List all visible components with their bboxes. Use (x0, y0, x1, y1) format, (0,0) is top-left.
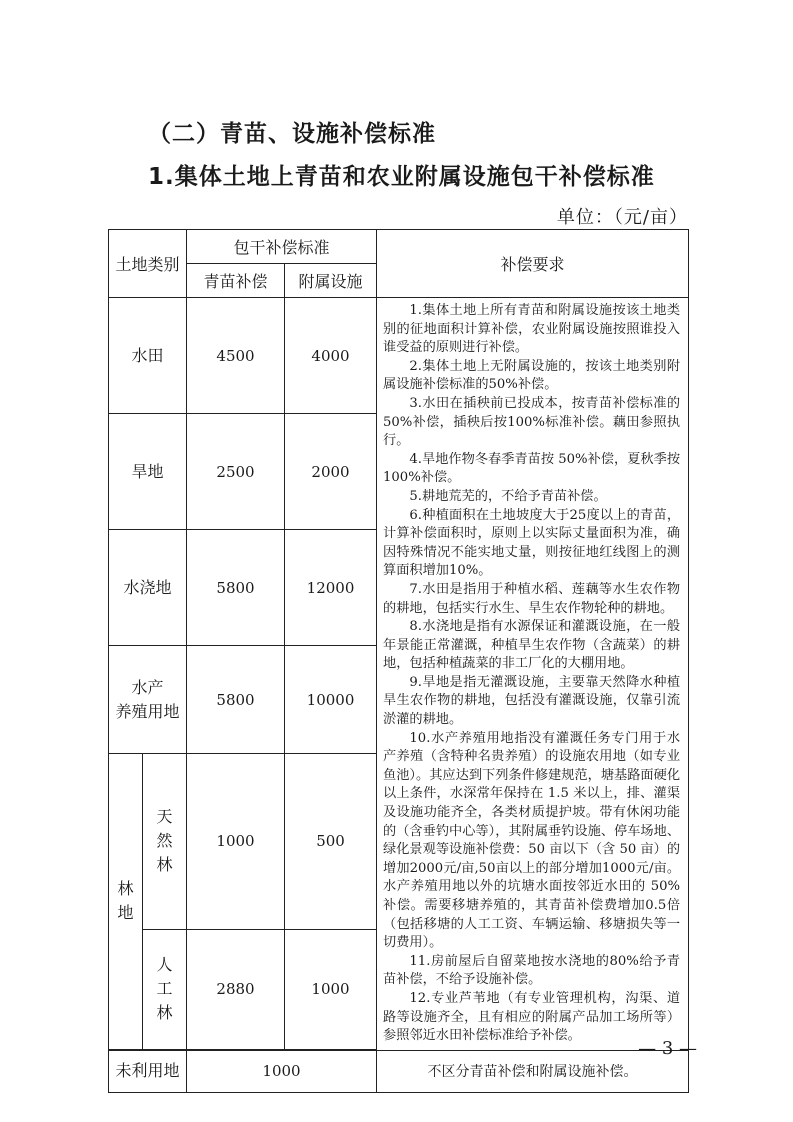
planted-forest-char: 林 (156, 1003, 173, 1023)
unit-label: 单位：（元/亩） (556, 207, 688, 228)
requirement-item: 4.旱地作物冬春季青苗按 50%补偿，夏秋季按100%补偿。 (383, 451, 681, 486)
crop-value-natural-forest: 1000 (187, 754, 285, 930)
crop-value-paddy: 4500 (187, 298, 285, 414)
header-facility: 附属设施 (285, 264, 377, 298)
requirement-item: 12.专业芦苇地（有专业管理机构，沟渠、道路等设施齐全，且有相应的附属产品加工场所等）参照邻近水田补偿标准给予补偿。 (383, 990, 681, 1044)
requirement-item: 11.房前屋后自留菜地按水浇地的80%给予青苗补偿，不给予设施补偿。 (383, 953, 681, 988)
land-type-aquaculture-line2: 养殖用地 (115, 701, 180, 721)
requirement-item: 7.水田是指用于种植水稻、莲藕等水生农作物的耕地，包括实行水生、旱生农作物轮种的耕地。 (383, 581, 681, 616)
facility-value-natural-forest: 500 (285, 754, 377, 930)
facility-value-planted-forest: 1000 (285, 929, 377, 1049)
page-number: — 3 — (638, 1038, 697, 1059)
requirement-item: 9.旱地是指无灌溉设施，主要靠天然降水种植旱生农作物的耕地，包括没有灌溉设施，仅靠引流淤灌的耕地。 (383, 674, 681, 728)
land-type-forest (109, 754, 143, 1050)
requirement-unused: 不区分青苗补偿和附属设施补偿。 (377, 1050, 689, 1092)
subsection-heading: 1.集体土地上青苗和农业附属设施包干补偿标准 (148, 164, 655, 190)
requirement-item: 3.水田在插秧前已投成本，按青苗补偿标准的50%补偿，插秧后按100%标准补偿。藕田参照执行。 (383, 395, 681, 449)
facility-value-irrigated: 12000 (285, 530, 377, 646)
facility-value-dry: 2000 (285, 414, 377, 530)
land-subtype-planted-forest (143, 929, 187, 1049)
header-land-type: 土地类别 (109, 230, 187, 298)
land-type-forest-char: 林 (117, 879, 134, 899)
requirements-text (377, 298, 689, 1051)
natural-forest-char: 林 (156, 855, 173, 875)
crop-value-planted-forest: 2880 (187, 929, 285, 1049)
header-requirements: 补偿要求 (377, 230, 689, 298)
land-type-forest-char: 地 (117, 903, 134, 923)
land-type-irrigated: 水浇地 (109, 530, 187, 646)
natural-forest-char: 然 (156, 831, 173, 851)
crop-value-irrigated: 5800 (187, 530, 285, 646)
crop-value-aquaculture: 5800 (187, 646, 285, 754)
land-type-dry: 旱地 (109, 414, 187, 530)
land-type-paddy: 水田 (109, 298, 187, 414)
header-crop: 青苗补偿 (187, 264, 285, 298)
requirement-item: 10.水产养殖用地指没有灌溉任务专门用于水产养殖（含特种名贵养殖）的设施农用地（如专业鱼池）。其应达到下列条件修建规范，塘基路面硬化以上条件，水深常年保持在 1.5 米以上，排、灌渠及设施功能齐全，各类材质提护坡。带有休闲功能的（含垂钓中心等），其附属垂钓设施、停车场地、绿化景观等设施补偿费：50 亩以下（含 50 亩）的增加2000元/亩,50亩以上的部分增加1000元/亩。水产养殖用地以外的坑塘水面按邻近水田的 50%补偿。需要移塘养殖的，其青苗补偿费增加0.5倍（包括移塘的人工工资、车辆运输、移塘损失等一切费用）。 (383, 730, 681, 951)
land-type-unused: 未利用地 (109, 1050, 187, 1092)
facility-value-aquaculture: 10000 (285, 646, 377, 754)
compensation-table (108, 229, 689, 1093)
requirement-item: 5.耕地荒芜的，不给予青苗补偿。 (409, 488, 607, 504)
planted-forest-char: 工 (156, 979, 173, 999)
land-type-aquaculture (109, 646, 187, 754)
facility-value-paddy: 4000 (285, 298, 377, 414)
requirement-item: 1.集体土地上所有青苗和附属设施按该土地类别的征地面积计算补偿，农业附属设施按照谁投入谁受益的原则进行补偿。 (383, 303, 681, 356)
land-type-aquaculture-line1: 水产 (131, 677, 164, 697)
requirement-item: 2.集体土地上无附属设施的，按该土地类别附属设施补偿标准的50%补偿。 (383, 358, 681, 393)
section-heading: （二）青苗、设施补偿标准 (148, 121, 436, 147)
requirement-item: 8.水浇地是指有水源保证和灌溉设施，在一般年景能正常灌溉，种植旱生农作物（含蔬菜）的耕地，包括种植蔬菜的非工厂化的大棚用地。 (383, 619, 681, 672)
land-subtype-natural-forest (143, 754, 187, 930)
natural-forest-char: 天 (156, 807, 173, 827)
table-row (109, 1050, 689, 1092)
planted-forest-char: 人 (156, 955, 173, 975)
requirement-item: 6.种植面积在土地坡度大于25度以上的青苗，计算补偿面积时，原则上以实际丈量面积为准，确因特殊情况不能实地丈量，则按征地红线图上的测算面积增加10%。 (383, 507, 681, 579)
table-row (109, 298, 689, 414)
value-unused: 1000 (187, 1050, 377, 1092)
crop-value-dry: 2500 (187, 414, 285, 530)
header-lump-sum: 包干补偿标准 (187, 230, 377, 264)
